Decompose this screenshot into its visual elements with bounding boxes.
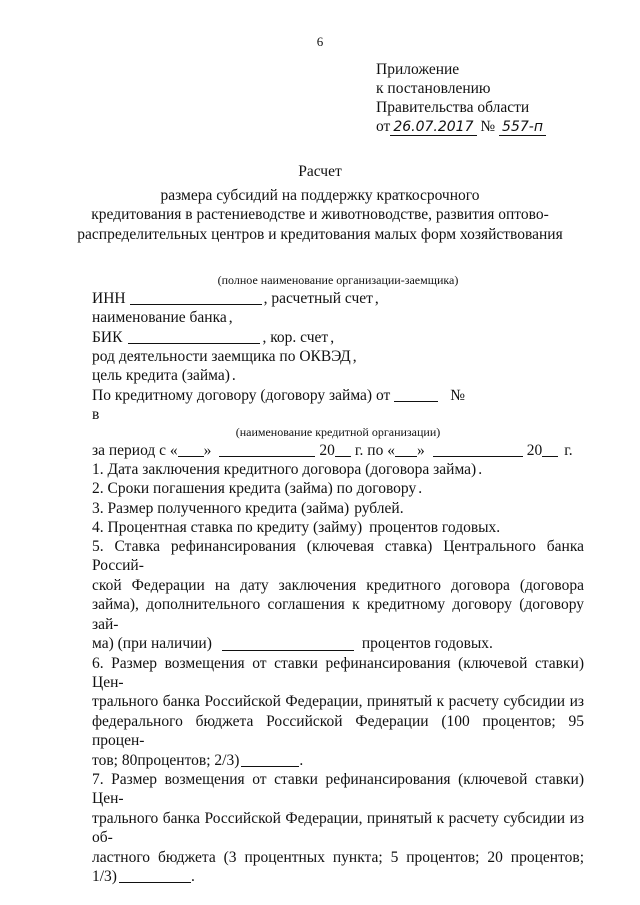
appendix-line-3: Правительства области [376,99,530,116]
item-3-unit: рублей. [354,499,404,517]
appendix-line-2: к постановлению [376,80,491,97]
org-name-caption: (полное наименование организации-заемщика) [217,273,459,288]
item-6-line-3: федерального бюджета Российской Федерации (100 процентов; 95 процен- [92,712,584,750]
item-7-line-2: трального банка Российской Федерации, принятый к расчету субсидии из об- [92,809,584,847]
in-label: в [92,406,100,424]
item-4-label: 4. Процентная ставка по кредиту (займу) [92,519,363,537]
to-label: г. по « [354,441,395,459]
number-sign: № [450,386,466,404]
dot: . [478,460,483,478]
title-line-3: кредитования в растениеводстве и животноводстве, развития оптово- [91,206,549,223]
item-7-line-4 [92,867,584,886]
item-3 [92,498,584,517]
item-2-label: 2. Сроки погашения кредита (займа) по договору [92,480,417,498]
item-6-line-2: трального банка Российской Федерации, принятый к расчету субсидии из [92,693,584,711]
bank-row [92,308,584,327]
item-6-line-4 [92,751,584,770]
item-5-line-3: займа), дополнительного соглашения к кредитному договору (договору зай- [92,596,584,633]
bik-row [92,327,584,346]
end-day-field[interactable] [395,444,417,457]
item-5-line-1: 5. Ставка рефинансирования (ключевая ставка) Центрального банка Россий- [92,538,584,575]
start-day-field[interactable] [178,444,204,457]
end-month-field[interactable] [433,444,523,457]
activity-row [92,347,584,366]
comma: , [352,347,357,365]
title-line-2: размера субсидий на поддержку краткосрочного [160,186,480,204]
item-4 [92,518,584,537]
bank-label: наименование банка [92,309,227,327]
purpose-row [92,366,584,385]
item-5-line-4 [92,634,584,653]
start-year-field[interactable] [335,444,351,457]
comma: , [330,328,335,346]
page-number: 6 [316,34,324,49]
quote: » [416,441,425,459]
item-7-line-1: 7. Размер возмещения от ставки рефинансирования (ключевой ставки) Цен- [92,770,584,808]
item-7-field[interactable] [119,870,191,883]
item-2 [92,479,584,498]
item-6-line-1: 6. Размер возмещения от ставки рефинансирования (ключевой ставки) Цен- [92,654,584,691]
comma: , [228,309,233,327]
item-6 [92,654,584,770]
quote: » [203,441,212,459]
item-5-label: ма) (при наличии) [92,635,212,653]
account-label: , расчетный счет [263,289,373,307]
item-1 [92,460,584,479]
date-prefix: от [376,118,391,135]
item-6-label: тов; 80процентов; 2/3) [92,751,240,769]
bik-field[interactable] [128,331,260,344]
in-row [92,405,584,424]
item-7-label: 1/3) [92,867,117,885]
activity-label: род деятельности заемщика по ОКВЭД [92,347,351,365]
item-1-label: 1. Дата заключения кредитного договора (договора займа) [92,460,477,478]
period-label: за период с « [92,441,178,459]
title-line-4: распределительных центров и кредитования малых форм хозяйствования [77,225,563,243]
inn-field[interactable] [130,292,262,305]
dot: . [231,367,236,385]
contract-row [92,385,584,404]
year-prefix: 20 [319,441,335,459]
appendix-line-1: Приложение [376,61,460,78]
inn-row [92,288,584,307]
appendix-date-line [376,117,546,136]
handwritten-date: 26.07.2017 [390,120,476,136]
year-prefix: 20 [526,441,543,459]
period-row [92,440,584,459]
end-year-field[interactable] [542,444,558,457]
handwritten-number: 557-п [499,120,546,136]
credit-org-caption: (наименование кредитной организации) [235,425,441,440]
bik-label: БИК [92,328,123,346]
item-5-unit: процентов годовых. [361,635,493,653]
item-4-unit: процентов годовых. [369,519,501,537]
item-5-field[interactable] [222,638,354,651]
item-6-field[interactable] [241,754,299,767]
appendix-block [376,60,546,136]
dot: . [418,480,423,498]
number-prefix: № [480,118,496,135]
item-7-line-3: ластного бюджета (3 процентных пункта; 5 процентов; 20 процентов; [92,848,584,866]
item-5 [92,537,584,653]
inn-label: ИНН [92,289,126,307]
corr-account-label: , кор. счет [262,328,329,346]
title-line-1: Расчет [298,163,342,180]
year-suffix: г. [564,441,573,459]
org-name-row [92,253,584,272]
dot: . [299,751,304,769]
comma: , [374,289,379,307]
contract-date-field[interactable] [394,389,438,402]
form-body [92,253,584,886]
item-3-label: 3. Размер полученного кредита (займа) [92,499,350,517]
start-month-field[interactable] [219,444,315,457]
document-title [60,162,580,244]
item-5-line-2: ской Федерации на дату заключения кредитного договора (договора [92,576,584,594]
contract-label: По кредитному договору (договору займа) от [92,386,391,404]
item-7 [92,770,584,886]
dot: . [190,867,195,885]
purpose-label: цель кредита (займа) [92,367,230,385]
